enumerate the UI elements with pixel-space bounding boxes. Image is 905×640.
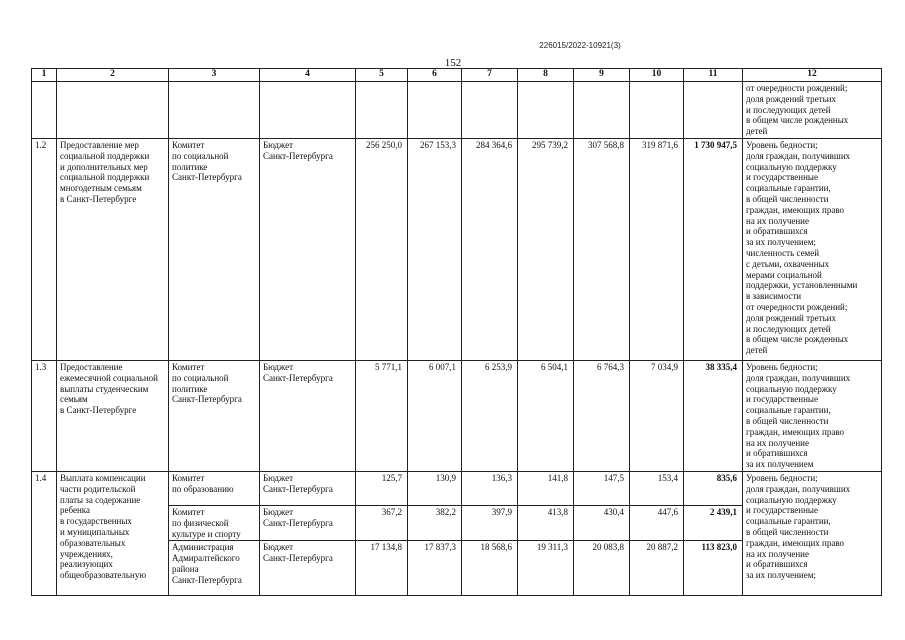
value-cell: 7 034,9 [630,361,684,472]
value-cell: 319 871,6 [630,139,684,361]
funding-source-cell: Бюджет Санкт-Петербурга [260,541,356,596]
total-cell [684,82,743,139]
value-cell: 382,2 [408,506,462,541]
value-cell: 141,8 [518,472,574,506]
value-cell: 153,4 [630,472,684,506]
value-cell: 6 764,3 [574,361,630,472]
measure-name-cell: Предоставление мер социальной поддержки и дополнительных мер социальной поддержки многодетным семьям в Санкт-Петербурге [57,139,169,361]
value-cell [630,82,684,139]
total-cell: 38 335,4 [684,361,743,472]
total-cell: 835,6 [684,472,743,506]
value-cell: 267 153,3 [408,139,462,361]
table-row-1-3 [32,361,882,472]
value-cell: 20 083,8 [574,541,630,596]
value-cell: 413,8 [518,506,574,541]
value-cell: 147,5 [574,472,630,506]
value-cell: 17 134,8 [356,541,408,596]
funding-source-cell: Бюджет Санкт-Петербурга [260,361,356,472]
funding-source-cell: Бюджет Санкт-Петербурга [260,472,356,506]
column-header: 6 [408,69,462,82]
table-row-1-2 [32,139,882,361]
total-cell: 113 823,0 [684,541,743,596]
value-cell [518,82,574,139]
column-header: 3 [169,69,260,82]
indicators-cell: Уровень бедности; доля граждан, получивших социальную поддержку и государственные социальные гарантии, в общей численности граждан, имеющих право на их получение и обратившихся за их получением; [743,472,882,596]
value-cell: 136,3 [462,472,518,506]
program-measures-table [31,68,882,596]
column-header: 4 [260,69,356,82]
indicators-cell: Уровень бедности; доля граждан, получивших социальную поддержку и государственные социальные гарантии, в общей численности граждан, имеющих право на их получение и обратившихся за их получением; численность семей с детьми, охваченных мерами социальной поддержки, установленными в зависимости от очередности рождений; доля рождений третьих и последующих детей в общем числе рожденных детей [743,139,882,361]
value-cell: 295 739,2 [518,139,574,361]
measure-name-cell [57,82,169,139]
column-number-header-row [32,69,882,82]
indicators-cell: Уровень бедности; доля граждан, получивших социальную поддержку и государственные социальные гарантии, в общей численности граждан, имеющих право на их получение и обратившихся за их получением [743,361,882,472]
measure-name-cell: Выплата компенсации части родительской платы за содержание ребенка в государственных и муниципальных образовательных учреждениях, реализующих общеобразовательную [57,472,169,596]
row-number-cell: 1.3 [32,361,57,472]
funding-source-cell: Бюджет Санкт-Петербурга [260,506,356,541]
executor-cell: Комитет по социальной политике Санкт-Петербурга [169,361,260,472]
value-cell: 20 887,2 [630,541,684,596]
column-header: 10 [630,69,684,82]
executor-cell: Комитет по образованию [169,472,260,506]
value-cell [408,82,462,139]
value-cell [356,82,408,139]
value-cell: 284 364,6 [462,139,518,361]
value-cell: 19 311,3 [518,541,574,596]
executor-cell: Комитет по физической культуре и спорту [169,506,260,541]
value-cell: 6 504,1 [518,361,574,472]
column-header: 9 [574,69,630,82]
value-cell: 430,4 [574,506,630,541]
value-cell: 125,7 [356,472,408,506]
column-header: 12 [743,69,882,82]
funding-source-cell [260,82,356,139]
value-cell: 256 250,0 [356,139,408,361]
page-number: 152 [444,57,462,69]
funding-source-cell: Бюджет Санкт-Петербурга [260,139,356,361]
value-cell: 5 771,1 [356,361,408,472]
document-number: 226015/2022-10921(3) [539,41,621,50]
measure-name-cell: Предоставление ежемесячной социальной выплаты студенческим семьям в Санкт-Петербурге [57,361,169,472]
column-header: 2 [57,69,169,82]
row-number-cell: 1.2 [32,139,57,361]
column-header: 11 [684,69,743,82]
row-number-cell [32,82,57,139]
total-cell: 2 439,1 [684,506,743,541]
column-header: 8 [518,69,574,82]
value-cell: 6 007,1 [408,361,462,472]
table-row-continuation [32,82,882,139]
value-cell: 18 568,6 [462,541,518,596]
value-cell: 307 568,8 [574,139,630,361]
column-header: 5 [356,69,408,82]
column-header: 1 [32,69,57,82]
value-cell: 447,6 [630,506,684,541]
table-row-1-4-a [32,472,882,506]
value-cell [574,82,630,139]
executor-cell [169,82,260,139]
value-cell: 17 837,3 [408,541,462,596]
value-cell: 397,9 [462,506,518,541]
value-cell [462,82,518,139]
value-cell: 6 253,9 [462,361,518,472]
executor-cell: Администрация Адмиралтейского района Санкт-Петербурга [169,541,260,596]
total-cell: 1 730 947,5 [684,139,743,361]
column-header: 7 [462,69,518,82]
executor-cell: Комитет по социальной политике Санкт-Петербурга [169,139,260,361]
row-number-cell: 1.4 [32,472,57,596]
value-cell: 130,9 [408,472,462,506]
value-cell: 367,2 [356,506,408,541]
indicators-cell: от очередности рождений; доля рождений третьих и последующих детей в общем числе рожденных детей [743,82,882,139]
